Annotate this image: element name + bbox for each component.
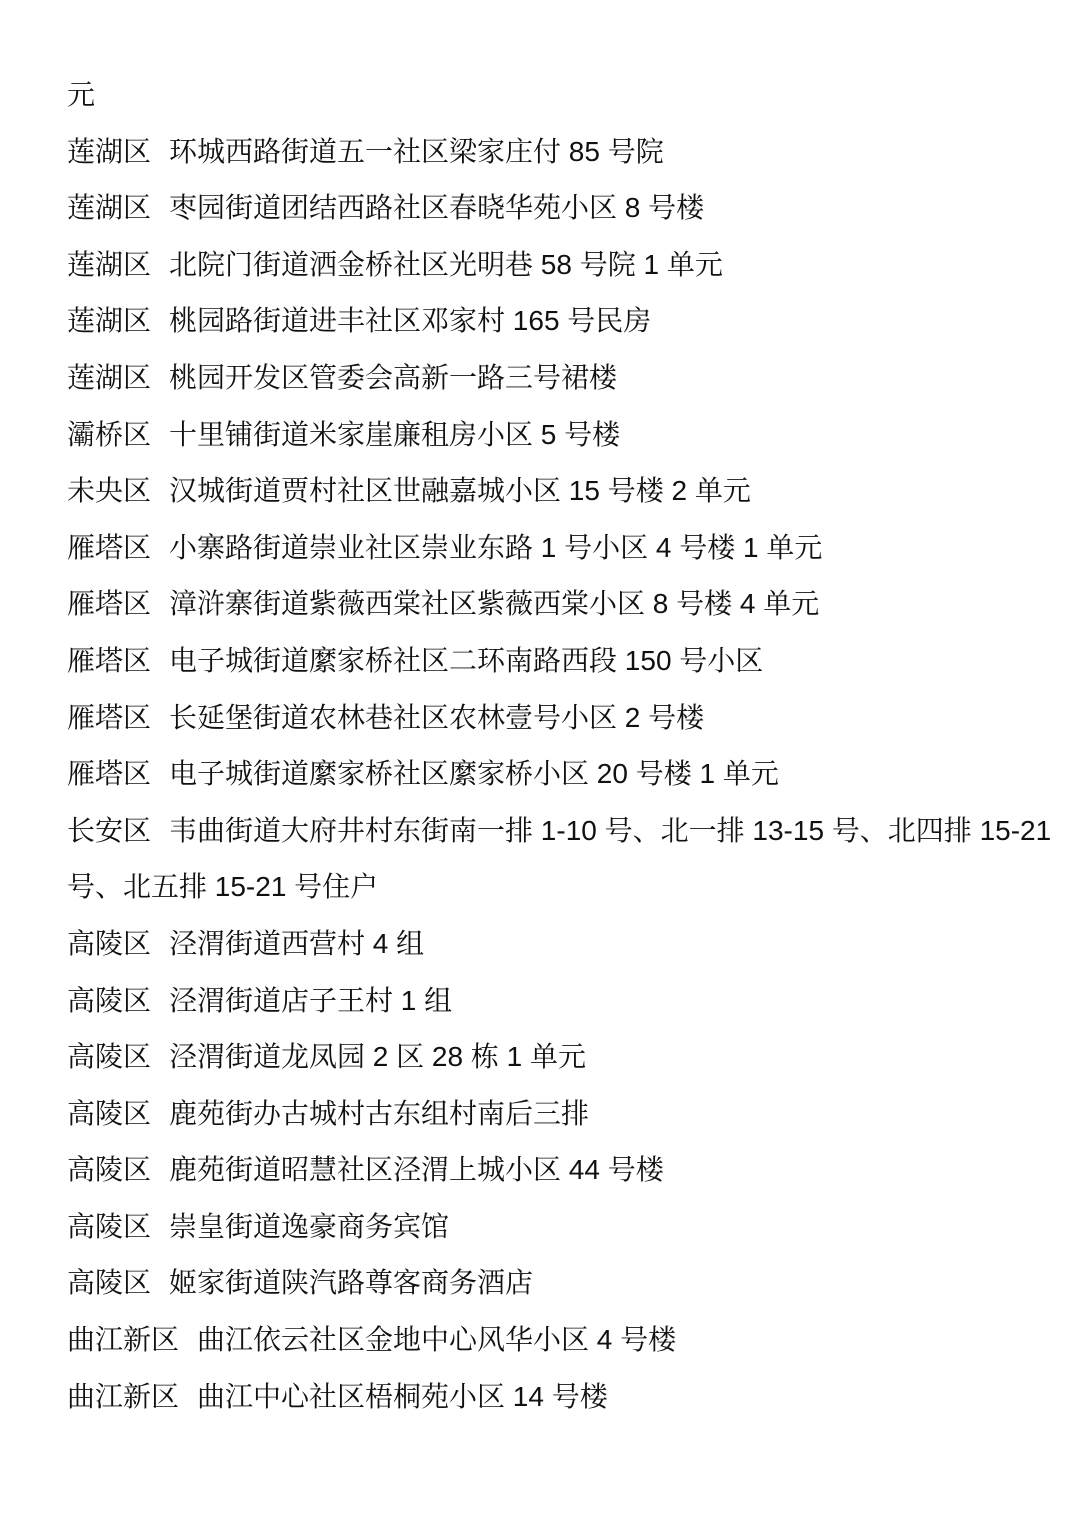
district-name: 莲湖区 xyxy=(67,305,152,337)
list-item xyxy=(67,1199,1027,1256)
list-item xyxy=(67,916,1027,973)
list-item xyxy=(67,1086,1027,1143)
district-name: 雁塔区 xyxy=(67,531,152,563)
district-name: 雁塔区 xyxy=(67,701,152,733)
address-text: 漳浒寨街道紫薇西棠社区紫薇西棠小区 8 号楼 4 单元 xyxy=(169,588,820,620)
list-item xyxy=(67,180,1027,237)
district-name: 高陵区 xyxy=(67,1210,152,1242)
list-item xyxy=(67,124,1027,181)
address-text: 环城西路街道五一社区梁家庄付 85 号院 xyxy=(169,135,664,167)
district-name: 灞桥区 xyxy=(67,418,152,450)
address-list xyxy=(67,124,1052,1426)
address-text: 桃园开发区管委会高新一路三号裙楼 xyxy=(169,361,618,393)
list-item xyxy=(67,973,1027,1030)
list-item xyxy=(67,746,1027,803)
district-name: 高陵区 xyxy=(67,1154,152,1186)
leading-text: 元 xyxy=(67,79,96,110)
district-name: 高陵区 xyxy=(67,927,152,959)
district-name: 雁塔区 xyxy=(67,644,152,676)
list-item xyxy=(67,803,1052,860)
address-text: 泾渭街道龙凤园 2 区 28 栋 1 单元 xyxy=(169,1041,586,1073)
list-item xyxy=(67,407,1027,464)
district-name: 高陵区 xyxy=(67,1097,152,1129)
district-name: 曲江新区 xyxy=(67,1324,180,1356)
list-item xyxy=(67,520,1027,577)
district-name: 莲湖区 xyxy=(67,135,152,167)
list-item xyxy=(67,1255,1027,1312)
address-text: 电子城街道縻家桥社区二环南路西段 150 号小区 xyxy=(169,644,764,676)
list-item xyxy=(67,237,1027,294)
district-name: 雁塔区 xyxy=(67,588,152,620)
address-text: 崇皇街道逸豪商务宾馆 xyxy=(169,1210,450,1242)
address-text: 汉城街道贾村社区世融嘉城小区 15 号楼 2 单元 xyxy=(169,475,751,507)
list-item xyxy=(67,690,1027,747)
list-item xyxy=(67,576,1027,633)
district-name: 莲湖区 xyxy=(67,248,152,280)
document-body xyxy=(67,67,1052,1425)
address-text: 泾渭街道店子王村 1 组 xyxy=(169,984,453,1016)
list-item xyxy=(67,1142,1027,1199)
list-item xyxy=(67,1029,1027,1086)
address-text: 小寨路街道崇业社区崇业东路 1 号小区 4 号楼 1 单元 xyxy=(169,531,823,563)
address-text: 曲江依云社区金地中心风华小区 4 号楼 xyxy=(197,1324,677,1356)
list-item xyxy=(67,293,1027,350)
district-name: 高陵区 xyxy=(67,984,152,1016)
district-name: 莲湖区 xyxy=(67,361,152,393)
address-text: 枣园街道团结西路社区春晓华苑小区 8 号楼 xyxy=(169,192,705,224)
district-name: 莲湖区 xyxy=(67,192,152,224)
district-name: 未央区 xyxy=(67,475,152,507)
address-text: 十里铺街道米家崖廉租房小区 5 号楼 xyxy=(169,418,621,450)
address-text: 电子城街道縻家桥社区縻家桥小区 20 号楼 1 单元 xyxy=(169,758,779,790)
address-text: 韦曲街道大府井村东街南一排 1-10 号、北一排 13-15 号、北四排 15-21 xyxy=(169,814,1052,846)
address-text: 桃园路街道进丰社区邓家村 165 号民房 xyxy=(169,305,652,337)
address-text: 姬家街道陕汽路尊客商务酒店 xyxy=(169,1267,534,1299)
list-item xyxy=(67,633,1027,690)
district-name: 长安区 xyxy=(67,814,152,846)
list-item xyxy=(67,350,1027,407)
address-text: 曲江中心社区梧桐苑小区 14 号楼 xyxy=(197,1380,608,1412)
district-name: 曲江新区 xyxy=(67,1380,180,1412)
address-text: 鹿苑街道昭慧社区泾渭上城小区 44 号楼 xyxy=(169,1154,664,1186)
address-continuation: 号、北五排 15-21 号住户 xyxy=(67,871,379,903)
list-item xyxy=(67,463,1027,520)
address-text: 泾渭街道西营村 4 组 xyxy=(169,927,425,959)
district-name: 高陵区 xyxy=(67,1041,152,1073)
district-name: 高陵区 xyxy=(67,1267,152,1299)
district-name: 雁塔区 xyxy=(67,758,152,790)
list-item xyxy=(67,1369,1027,1426)
address-text: 北院门街道洒金桥社区光明巷 58 号院 1 单元 xyxy=(169,248,723,280)
list-item xyxy=(67,1312,1027,1369)
address-text: 鹿苑街办古城村古东组村南后三排 xyxy=(169,1097,590,1129)
address-text: 长延堡街道农林巷社区农林壹号小区 2 号楼 xyxy=(169,701,705,733)
